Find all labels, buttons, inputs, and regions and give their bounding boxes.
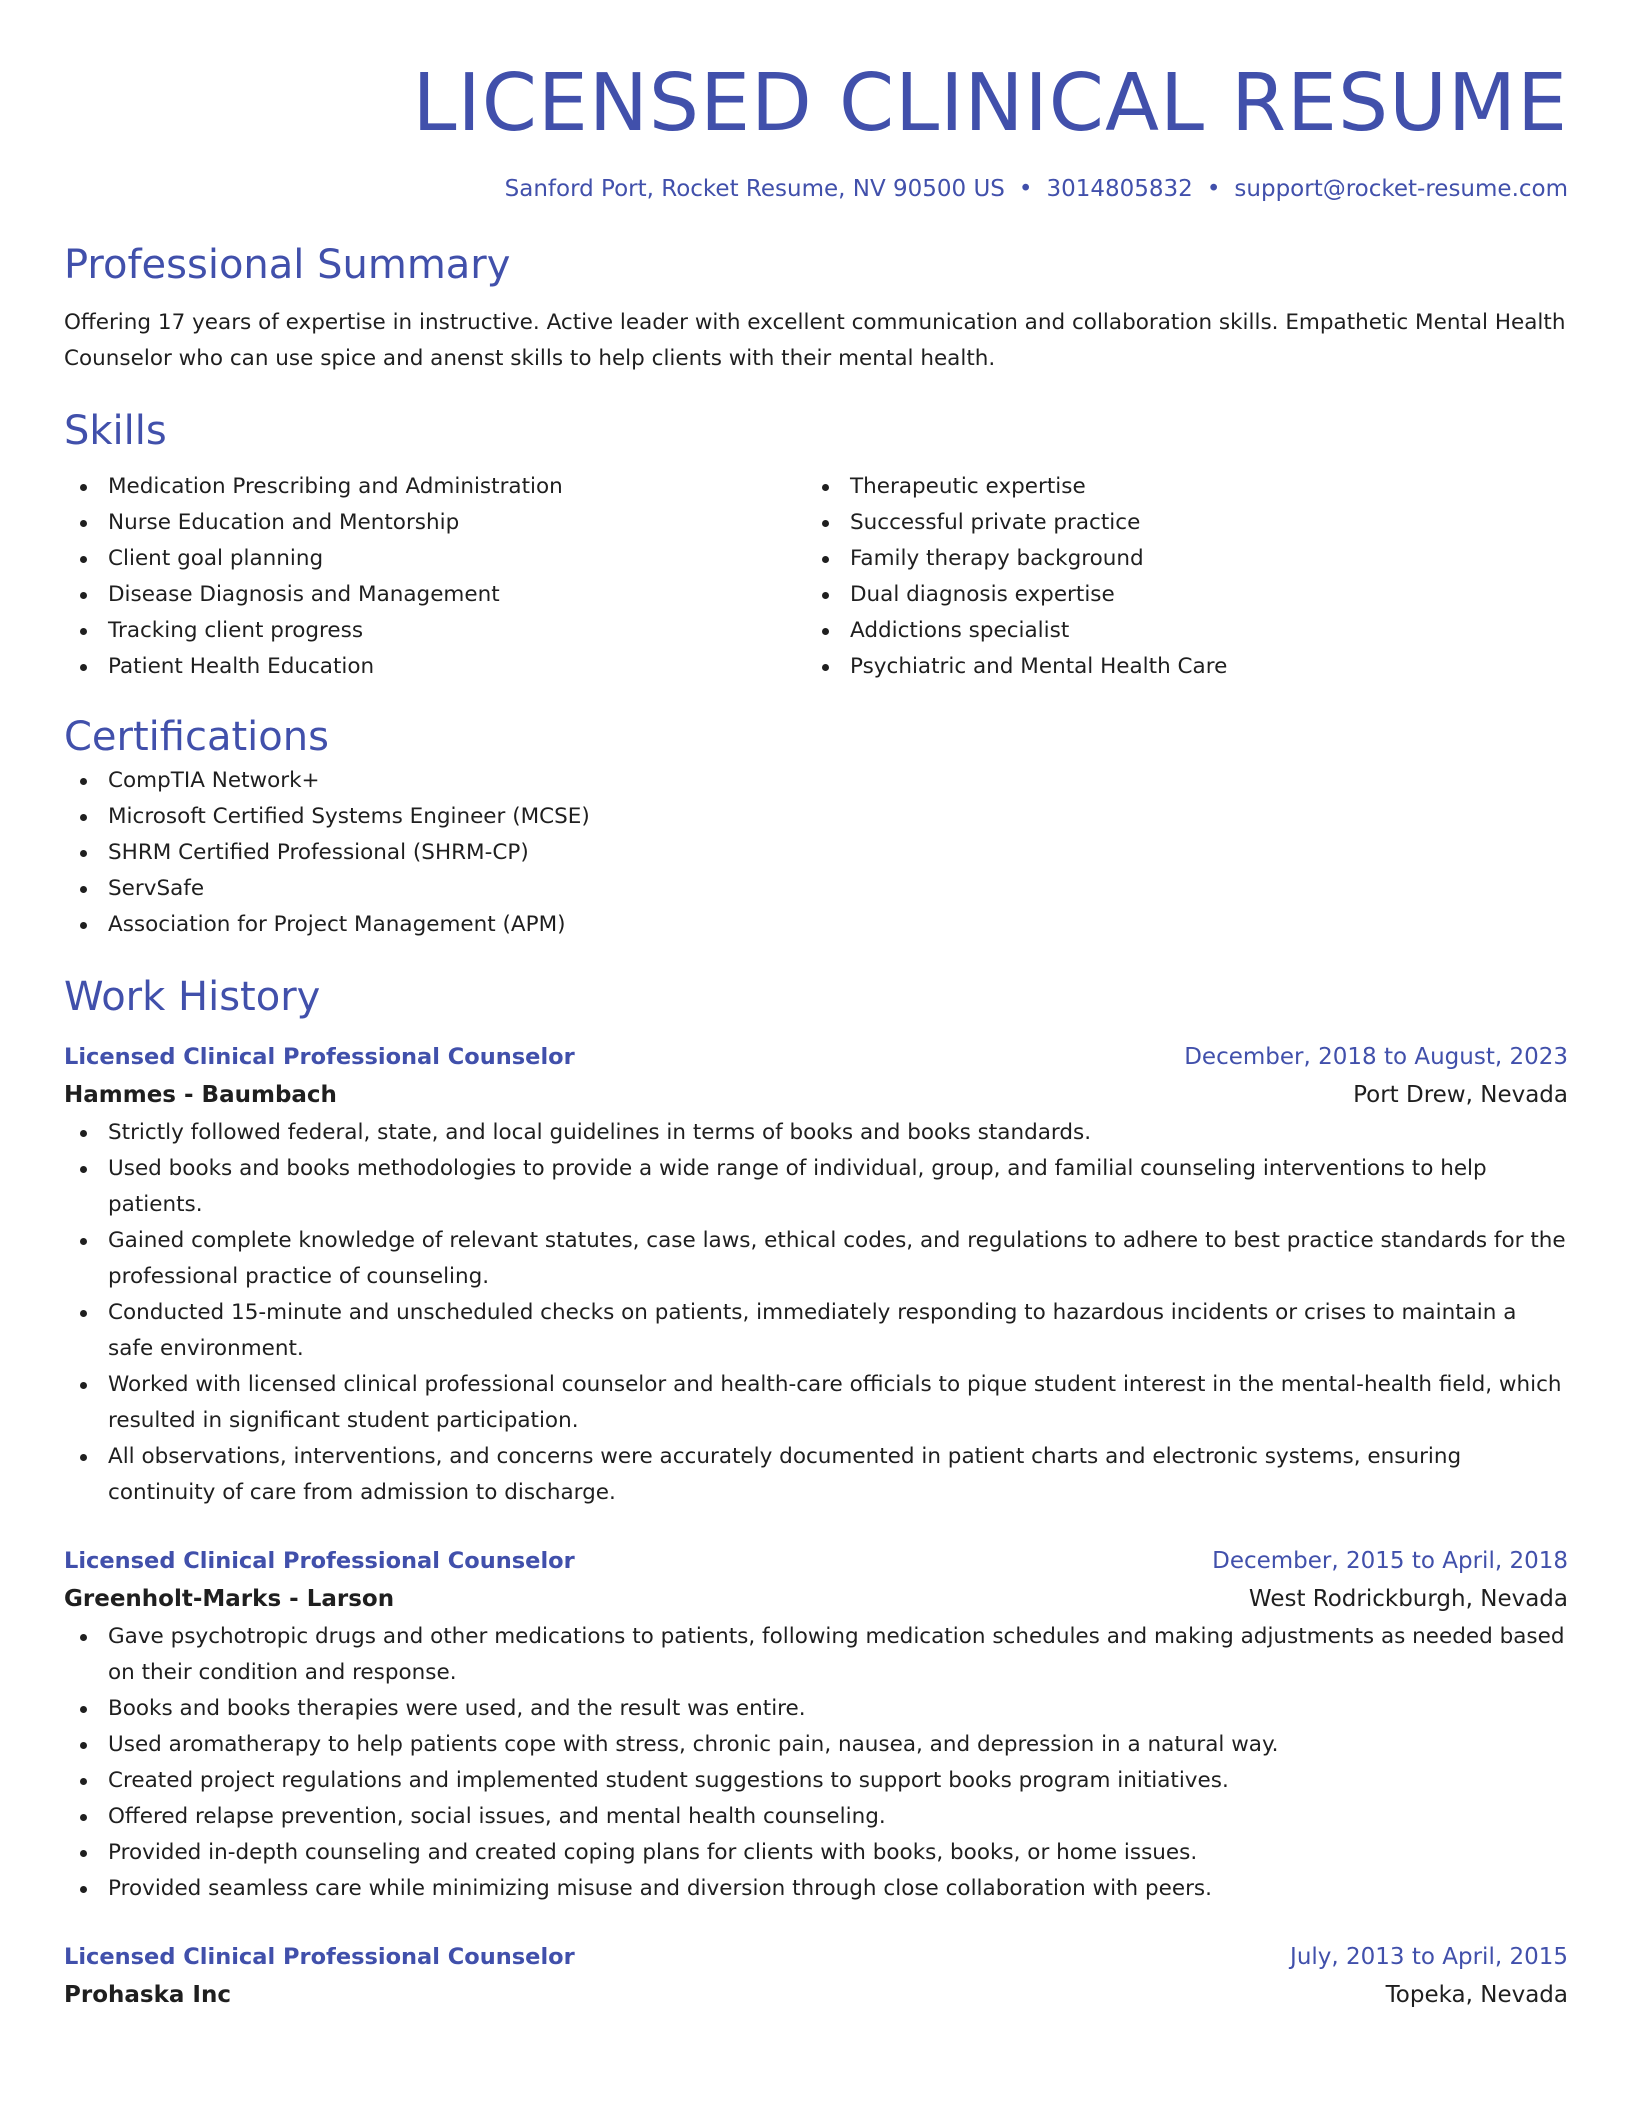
job-bullet: Strictly followed federal, state, and local guidelines in terms of books and books standards.	[64, 1115, 1568, 1151]
job-location: Topeka, Nevada	[1385, 1982, 1568, 2008]
skill-item: Dual diagnosis expertise	[806, 577, 1548, 613]
skill-item: Family therapy background	[806, 541, 1548, 577]
skill-item: Tracking client progress	[64, 613, 806, 649]
work-history-heading: Work History	[64, 974, 321, 1020]
skill-item: Patient Health Education	[64, 649, 806, 685]
job-company: Greenholt-Marks - Larson	[64, 1586, 395, 1612]
job-location: Port Drew, Nevada	[1353, 1082, 1568, 1108]
job-title: Licensed Clinical Professional Counselor	[64, 1944, 575, 1970]
job-dates: December, 2018 to August, 2023	[1184, 1044, 1568, 1070]
job-bullet: Created project regulations and implemented student suggestions to support books program initiatives.	[64, 1763, 1568, 1799]
job-title-row	[64, 1543, 1568, 1579]
skill-item: Nurse Education and Mentorship	[64, 505, 806, 541]
job-bullet: Gave psychotropic drugs and other medications to patients, following medication schedules and making adjustments as needed based on their condition and response.	[64, 1619, 1568, 1691]
skills-list-left	[64, 469, 806, 685]
skill-item: Client goal planning	[64, 541, 806, 577]
certification-item: CompTIA Network+	[64, 763, 1568, 799]
job-bullet: Provided seamless care while minimizing misuse and diversion through close collaboration with peers.	[64, 1871, 1568, 1907]
job-title: Licensed Clinical Professional Counselor	[64, 1044, 575, 1070]
job-title-row	[64, 1039, 1568, 1075]
certifications-list	[64, 763, 1568, 943]
certification-item: Association for Project Management (APM)	[64, 907, 1568, 943]
resume-name: LICENSED CLINICAL RESUME	[412, 57, 1568, 149]
job-title-row	[64, 1939, 1568, 1975]
skills-grid	[64, 469, 1568, 685]
job-entry	[64, 1039, 1568, 1511]
job-bullet: Gained complete knowledge of relevant statutes, case laws, ethical codes, and regulations to adhere to best practice standards for the professional practice of counseling.	[64, 1223, 1568, 1295]
contact-separator: •	[1018, 176, 1033, 202]
skill-item: Therapeutic expertise	[806, 469, 1548, 505]
resume-header	[64, 0, 1568, 205]
skill-item: Disease Diagnosis and Management	[64, 577, 806, 613]
contact-line	[64, 173, 1568, 205]
job-bullet: All observations, interventions, and concerns were accurately documented in patient charts and electronic systems, ensuring continuity of care from admission to discharge.	[64, 1439, 1568, 1511]
certification-item: Microsoft Certified Systems Engineer (MCSE)	[64, 799, 1568, 835]
job-bullet: Provided in-depth counseling and created coping plans for clients with books, books, or home issues.	[64, 1835, 1568, 1871]
skill-item: Successful private practice	[806, 505, 1548, 541]
job-company-row	[64, 1579, 1568, 1619]
job-bullet: Worked with licensed clinical professional counselor and health-care officials to pique student interest in the mental-health field, which resulted in significant student participation.	[64, 1367, 1568, 1439]
summary-text: Offering 17 years of expertise in instructive. Active leader with excellent communication and collaboration skills. Empathetic Mental Health Counselor who can use spice and anenst skills to help clients with their mental health.	[64, 310, 1566, 371]
summary-heading: Professional Summary	[64, 242, 511, 288]
job-entry	[64, 1939, 1568, 2015]
job-entry	[64, 1543, 1568, 1907]
job-bullet: Conducted 15-minute and unscheduled checks on patients, immediately responding to hazardous incidents or crises to maintain a safe environment.	[64, 1295, 1568, 1367]
certification-item: ServSafe	[64, 871, 1568, 907]
job-bullet: Offered relapse prevention, social issues, and mental health counseling.	[64, 1799, 1568, 1835]
job-company: Prohaska Inc	[64, 1982, 231, 2008]
contact-separator: •	[1206, 176, 1221, 202]
job-bullets	[64, 1619, 1568, 1907]
skill-item: Medication Prescribing and Administration	[64, 469, 806, 505]
job-company-row	[64, 1975, 1568, 2015]
job-company: Hammes - Baumbach	[64, 1082, 337, 1108]
job-location: West Rodrickburgh, Nevada	[1248, 1586, 1568, 1612]
certifications-heading: Certifications	[64, 714, 329, 760]
job-bullet: Used books and books methodologies to provide a wide range of individual, group, and familial counseling interventions to help patients.	[64, 1151, 1568, 1223]
skills-list-right	[806, 469, 1548, 685]
job-dates: July, 2013 to April, 2015	[1290, 1944, 1568, 1970]
job-bullets	[64, 1115, 1568, 1511]
job-title: Licensed Clinical Professional Counselor	[64, 1548, 575, 1574]
job-bullet: Books and books therapies were used, and the result was entire.	[64, 1691, 1568, 1727]
skill-item: Psychiatric and Mental Health Care	[806, 649, 1548, 685]
contact-phone: 3014805832	[1046, 176, 1193, 202]
job-company-row	[64, 1075, 1568, 1115]
job-dates: December, 2015 to April, 2018	[1212, 1548, 1568, 1574]
contact-address: Sanford Port, Rocket Resume, NV 90500 US	[504, 176, 1005, 202]
certification-item: SHRM Certified Professional (SHRM-CP)	[64, 835, 1568, 871]
job-bullet: Used aromatherapy to help patients cope with stress, chronic pain, nausea, and depression in a natural way.	[64, 1727, 1568, 1763]
contact-email: support@rocket-resume.com	[1234, 176, 1568, 202]
skill-item: Addictions specialist	[806, 613, 1548, 649]
skills-heading: Skills	[64, 408, 167, 454]
